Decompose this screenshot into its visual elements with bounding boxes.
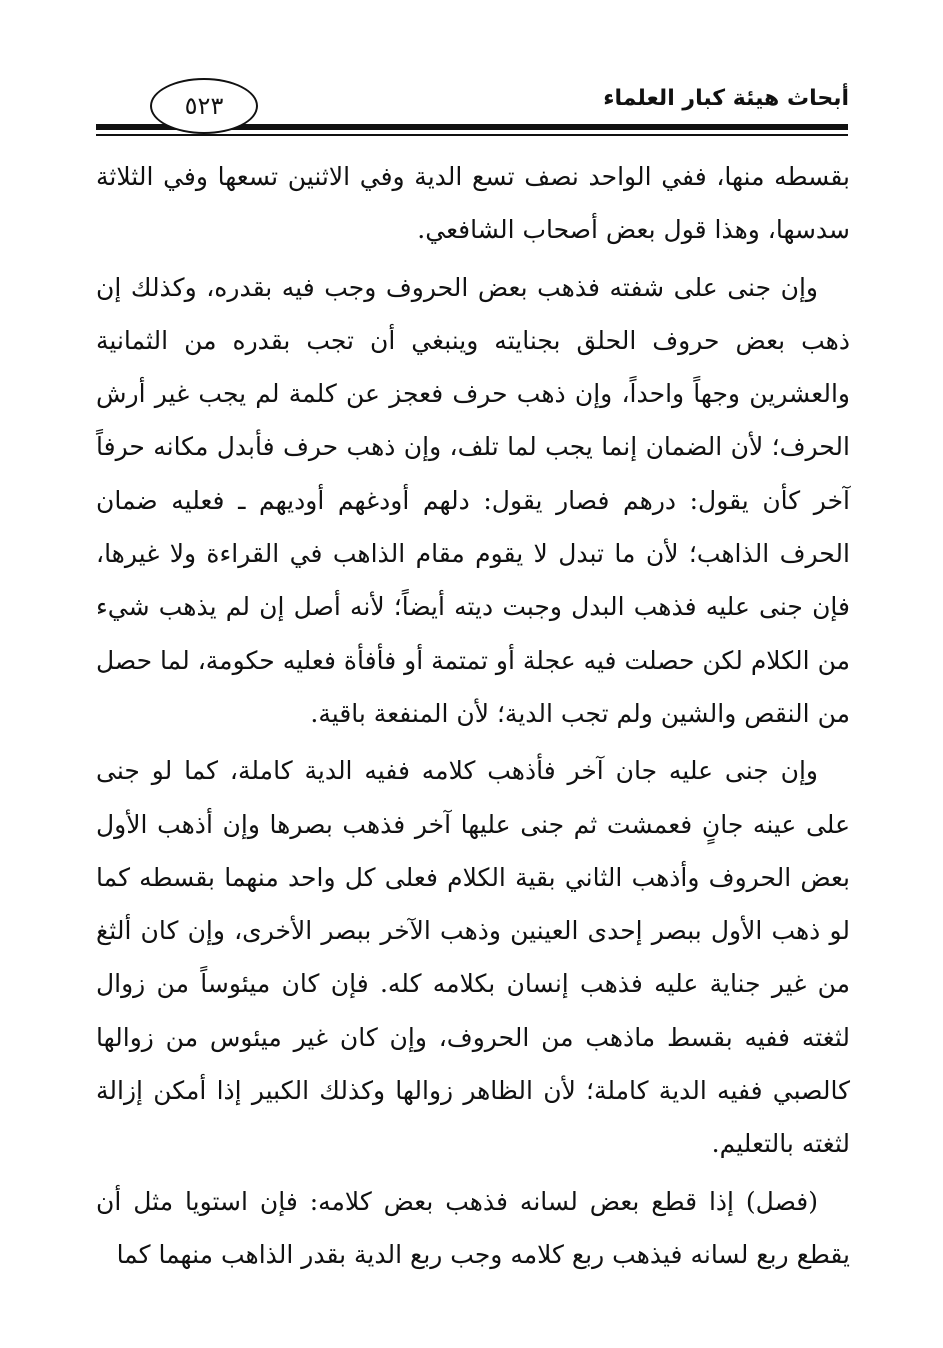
running-header-title: أبحاث هيئة كبار العلماء [603,86,849,111]
paragraph-second-offender: وإن جنى عليه جان آخر فأذهب كلامه ففيه الدية كاملة، كما لو جنى على عينه جانٍ فعمشت ثم جنى عليها آخر فذهب بصرها وإن أذهب الأول بعض الحروف وأذهب الثاني بقية الكلام فعلى كل واحد منهما بقسطه كما لو ذهب الأول ببصر إحدى العينين وذهب الآخر ببصر الأخرى، وإن كان ألثغ من غير جناية عليه فذهب إنسان بكلامه كله. فإن كان ميئوساً من زوال لثغته ففيه بقسط ماذهب من الحروف، وإن كان غير ميئوس من زوالها كالصبي ففيه الدية كاملة؛ لأن الظاهر زوالها وكذلك الكبير إذا أمكن إزالة لثغته بالتعليم. [96,756,850,1159]
page-number-oval [150,78,258,134]
header-rule-thin [96,134,848,136]
paragraph-lip-injury: وإن جنى على شفته فذهب بعض الحروف وجب فيه بقدره، وكذلك إن ذهب بعض حروف الحلق بجنايته وينبغي أن تجب بقدره من الثمانية والعشرين وجهاً واحداً، وإن ذهب حرف فعجز عن كلمة لم يجب غير أرش الحرف؛ لأن الضمان إنما يجب لما تلف، وإن ذهب حرف فأبدل مكانه حرفاً آخر كأن يقول: درهم فصار يقول: دلهم أودغهم أوديهم ـ فعليه ضمان الحرف الذاهب؛ لأن ما تبدل لا يقوم مقام الذاهب في القراءة ولا غيرها، فإن جنى عليه فذهب البدل وجبت ديته أيضاً؛ لأنه أصل إن لم يذهب شيء من الكلام لكن حصلت فيه عجلة أو تمتمة أو فأفأة فعليه حكومة، لما حصل من النقص والشين ولم تجب الدية؛ لأن المنفعة باقية. [96,272,850,728]
body-text [96,150,850,1285]
page-number: ٥٢٣ [184,92,224,120]
paragraph-section-tongue: (فصل) إذا قطع بعض لسانه فذهب بعض كلامه: فإن استويا مثل أن يقطع ربع لسانه فيذهب ربع كلامه وجب ربع الدية بقدر الذاهب منهما كما [96,1186,850,1269]
paragraph-continuation: بقسطه منها، ففي الواحد نصف تسع الدية وفي الاثنين تسعها وفي الثلاثة سدسها، وهذا قول بعض أصحاب الشافعي. [96,162,850,245]
